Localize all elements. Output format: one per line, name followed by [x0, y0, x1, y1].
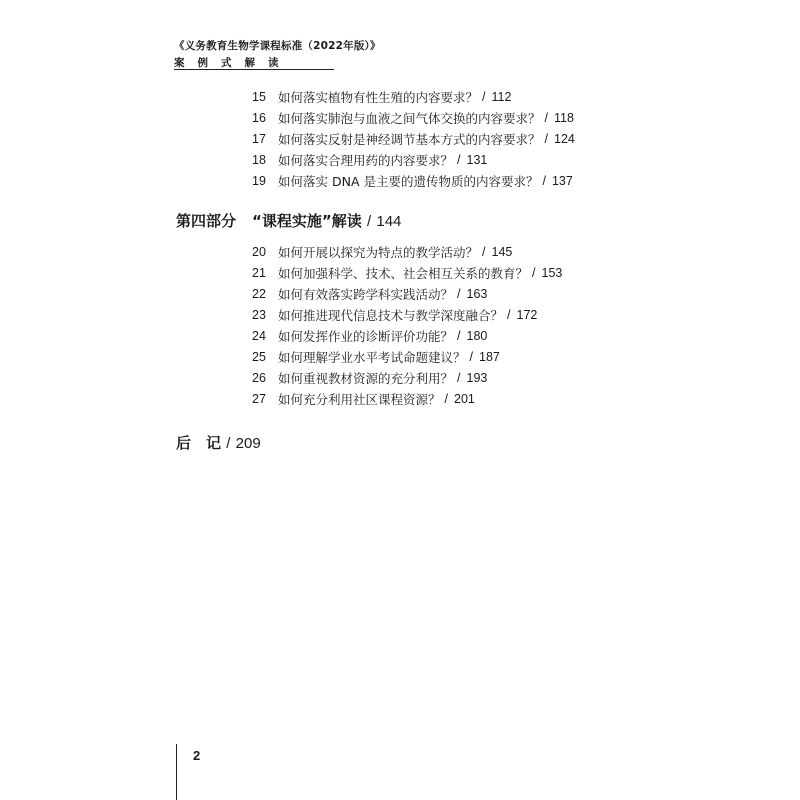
- toc-entry-title: 如何有效落实跨学科实践活动？: [278, 286, 454, 302]
- toc-entry-number: 21: [252, 265, 266, 280]
- toc-entry-number: 20: [252, 244, 266, 259]
- afterword-page: 209: [235, 435, 261, 452]
- toc-entry-separator: /: [532, 265, 536, 280]
- toc-entry: [252, 388, 562, 409]
- toc-entry: [252, 170, 575, 191]
- part-heading: [176, 210, 401, 231]
- toc-entry-title: 如何重视教材资源的充分利用？: [278, 370, 454, 386]
- toc-entry: [252, 325, 562, 346]
- toc-entry-page: 172: [516, 307, 538, 322]
- part-title: “课程实施”解读: [252, 212, 362, 230]
- toc-entry-number: 19: [252, 173, 266, 188]
- toc-entry-number: 15: [252, 89, 266, 104]
- toc-list-part3: [252, 86, 575, 191]
- afterword-entry: [176, 432, 261, 453]
- toc-entry-separator: /: [482, 89, 486, 104]
- toc-entry-title: 如何落实合理用药的内容要求？: [278, 152, 454, 168]
- footer-rule: [176, 744, 177, 800]
- page-number: 2: [193, 748, 201, 763]
- toc-entry-title: 如何理解学业水平考试命题建议？: [278, 349, 466, 365]
- toc-entry-number: 18: [252, 152, 266, 167]
- toc-entry-separator: /: [457, 286, 461, 301]
- toc-entry: [252, 262, 562, 283]
- toc-entry-number: 22: [252, 286, 266, 301]
- toc-entry-separator: /: [469, 349, 473, 364]
- afterword-separator: /: [226, 435, 231, 452]
- toc-entry: [252, 86, 575, 107]
- toc-entry-separator: /: [542, 173, 546, 188]
- toc-entry-page: 137: [551, 173, 573, 188]
- toc-entry-separator: /: [457, 328, 461, 343]
- toc-entry-title: 如何推进现代信息技术与教学深度融合？: [278, 307, 504, 323]
- toc-entry-title: 如何发挥作业的诊断评价功能？: [278, 328, 454, 344]
- toc-entry-title: 如何落实反射是神经调节基本方式的内容要求？: [278, 131, 541, 147]
- toc-list-part4: [252, 241, 562, 409]
- toc-entry-separator: /: [457, 152, 461, 167]
- toc-entry-title: 如何充分利用社区课程资源？: [278, 391, 441, 407]
- toc-entry-page: 187: [479, 349, 500, 364]
- book-title: 《义务教育生物学课程标准（2022年版）》: [174, 40, 381, 52]
- toc-entry-page: 124: [554, 131, 575, 146]
- toc-entry: [252, 283, 562, 304]
- toc-entry-page: 193: [466, 370, 488, 385]
- header-rule: [174, 69, 334, 70]
- toc-entry-separator: /: [457, 370, 461, 385]
- part-separator: /: [366, 213, 372, 230]
- toc-entry-page: 163: [466, 286, 488, 301]
- toc-entry-number: 26: [252, 370, 266, 385]
- toc-entry-title: 如何开展以探究为特点的教学活动？: [278, 244, 479, 260]
- toc-entry-separator: /: [444, 391, 448, 406]
- part-label: 第四部分: [176, 212, 237, 230]
- toc-entry-separator: /: [544, 110, 548, 125]
- toc-entry-page: 180: [466, 328, 488, 343]
- toc-entry-separator: /: [507, 307, 511, 322]
- toc-entry-separator: /: [482, 244, 486, 259]
- toc-entry-number: 17: [252, 131, 266, 146]
- part-page: 144: [376, 213, 402, 230]
- toc-entry-page: 131: [466, 152, 488, 167]
- toc-entry: [252, 346, 562, 367]
- toc-entry-number: 25: [252, 349, 266, 364]
- toc-entry-page: 118: [554, 110, 574, 125]
- toc-entry-title: 如何落实肺泡与血液之间气体交换的内容要求？: [278, 110, 541, 126]
- toc-entry: [252, 304, 562, 325]
- toc-entry-title: 如何加强科学、技术、社会相互关系的教育？: [278, 265, 529, 281]
- toc-entry-page: 153: [541, 265, 563, 280]
- book-subtitle: 案例式解读: [174, 57, 292, 69]
- running-header: [174, 38, 381, 70]
- toc-entry: [252, 367, 562, 388]
- toc-entry-title: 如何落实 DNA 是主要的遗传物质的内容要求？: [278, 173, 539, 189]
- toc-entry-number: 27: [252, 391, 266, 406]
- toc-entry-number: 23: [252, 307, 266, 322]
- toc-entry-page: 112: [491, 89, 512, 104]
- toc-entry: [252, 149, 575, 170]
- toc-entry-number: 16: [252, 110, 266, 125]
- toc-entry-page: 145: [491, 244, 513, 259]
- toc-entry-title: 如何落实植物有性生殖的内容要求？: [278, 89, 479, 105]
- toc-entry: [252, 128, 575, 149]
- toc-entry-page: 201: [454, 391, 475, 406]
- toc-entry: [252, 107, 575, 128]
- toc-entry-separator: /: [544, 131, 548, 146]
- toc-entry-number: 24: [252, 328, 266, 343]
- afterword-label: 后 记: [176, 434, 222, 452]
- toc-entry: [252, 241, 562, 262]
